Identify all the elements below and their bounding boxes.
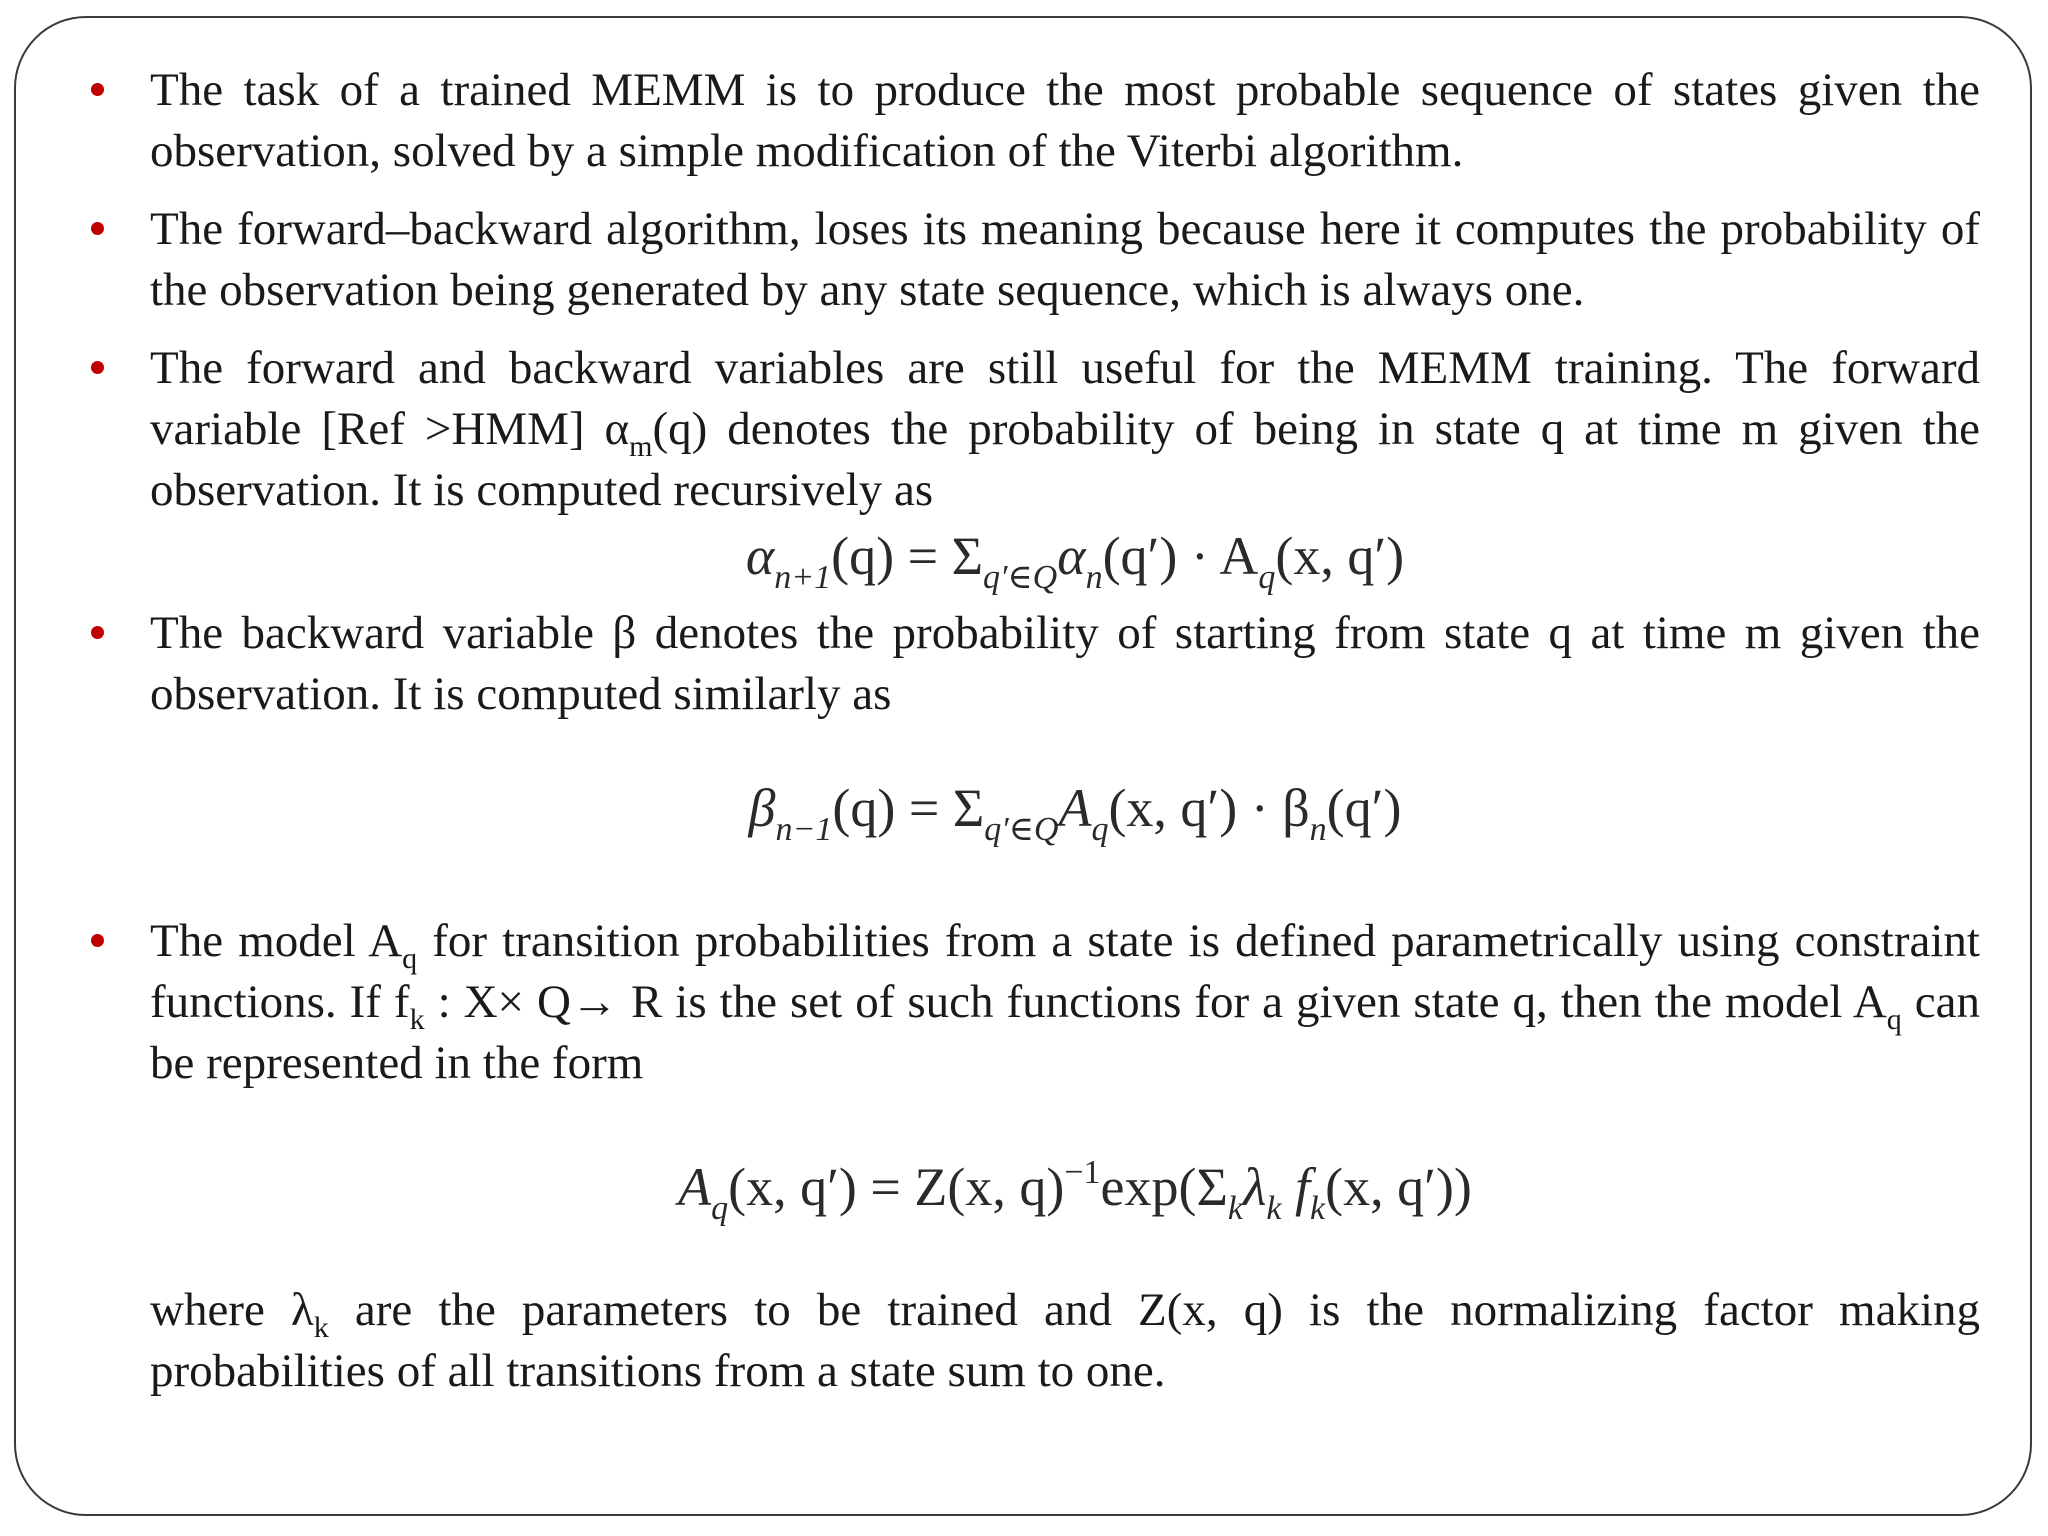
closing-paragraph <box>150 1280 1980 1402</box>
bullet-text: for transition probabilities from a state is defined parametrically using constraint functions. If f <box>150 915 1980 1028</box>
subscript: q <box>1886 1003 1902 1036</box>
bullet-item <box>150 199 1980 321</box>
slide-content <box>150 60 1980 1402</box>
bullet-dot-icon <box>91 361 104 374</box>
bullet-text: The model A <box>150 915 403 967</box>
closing-text: where λ <box>150 1284 314 1336</box>
bullet-dot-icon <box>91 83 104 96</box>
bullet-text: (q) denotes the probability of being in state q at time m given the observation. It is computed recursively as <box>150 403 1980 516</box>
bullet-dot-icon <box>91 934 104 947</box>
transition-model-equation: $A_q(x$, q′) = Z(x, $q)^{-1}\exp(\Sigma_k\lambda_k$ $f_k(x$, q′)) <box>678 1154 1472 1227</box>
bullet-text: The backward variable β denotes the probability of starting from state q at time m given the observation. It is computed similarly as <box>150 607 1980 720</box>
forward-recursion-equation: $\alpha_{n+1}(q) = \Sigma_{q'\in Q}\alpha_n(q') \cdot A_q(x$, q′) <box>745 526 1405 596</box>
bullet-text: The forward and backward variables are still useful for the MEMM training. The forward variable [Ref >HMM] α <box>150 342 1980 455</box>
bullet-dot-icon <box>91 626 104 639</box>
subscript: m <box>629 430 653 463</box>
subscript: q <box>402 942 418 975</box>
bullet-text: The task of a trained MEMM is to produce the most probable sequence of states given the observation, solved by a simple modification of the Viterbi algorithm. <box>150 64 1980 177</box>
bullet-dot-icon <box>91 222 104 235</box>
bullet-item <box>150 60 1980 182</box>
subscript: k <box>313 1311 329 1344</box>
bullet-text: The forward–backward algorithm, loses its meaning because here it computes the probability of the observation being generated by any state sequence, which is always one. <box>150 203 1980 316</box>
bullet-item <box>150 911 1980 1094</box>
bullet-item <box>150 603 1980 725</box>
bullet-text: : X× Q→ R is the set of such functions for a given state q, then the model A <box>424 976 1887 1028</box>
bullet-text: can be represented in the form <box>150 976 1980 1089</box>
backward-recursion-equation: $\beta_{n-1}(q) = \Sigma_{q'\in Q}A_q(x$, $q') \cdot \beta_n(q')$ <box>748 778 1402 848</box>
closing-text: are the parameters to be trained and Z(x, q) is the normalizing factor making probabilities of all transitions from a state sum to one. <box>150 1284 1980 1397</box>
bullet-item <box>150 338 1980 521</box>
subscript: k <box>409 1003 425 1036</box>
